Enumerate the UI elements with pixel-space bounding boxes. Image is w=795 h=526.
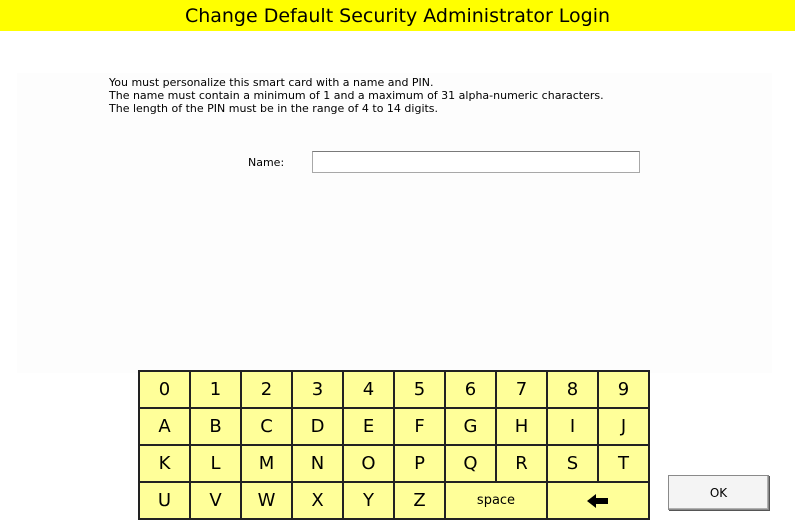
key-4[interactable]: 4 <box>344 372 393 407</box>
key-1[interactable]: 1 <box>191 372 240 407</box>
key-n[interactable]: N <box>293 446 342 481</box>
key-j[interactable]: J <box>599 409 648 444</box>
key-m[interactable]: M <box>242 446 291 481</box>
key-b[interactable]: B <box>191 409 240 444</box>
key-o[interactable]: O <box>344 446 393 481</box>
arrow-left-icon <box>587 494 609 508</box>
name-label: Name: <box>248 156 285 169</box>
key-k[interactable]: K <box>140 446 189 481</box>
space-key[interactable]: space <box>446 483 546 518</box>
title-bar <box>0 0 795 31</box>
ok-button-label: OK <box>709 485 728 500</box>
key-6[interactable]: 6 <box>446 372 495 407</box>
key-5[interactable]: 5 <box>395 372 444 407</box>
key-p[interactable]: P <box>395 446 444 481</box>
key-e[interactable]: E <box>344 409 393 444</box>
name-input[interactable] <box>312 151 640 173</box>
key-a[interactable]: A <box>140 409 189 444</box>
instructions-text <box>109 76 604 115</box>
ok-button[interactable] <box>668 475 769 510</box>
key-7[interactable]: 7 <box>497 372 546 407</box>
on-screen-keyboard <box>138 370 650 520</box>
key-w[interactable]: W <box>242 483 291 518</box>
instruction-line: You must personalize this smart card with a name and PIN. <box>109 76 434 89</box>
instruction-line: The name must contain a minimum of 1 and a maximum of 31 alpha-numeric characters. <box>109 89 604 102</box>
key-0[interactable]: 0 <box>140 372 189 407</box>
key-g[interactable]: G <box>446 409 495 444</box>
key-f[interactable]: F <box>395 409 444 444</box>
key-q[interactable]: Q <box>446 446 495 481</box>
key-2[interactable]: 2 <box>242 372 291 407</box>
key-i[interactable]: I <box>548 409 597 444</box>
key-y[interactable]: Y <box>344 483 393 518</box>
key-d[interactable]: D <box>293 409 342 444</box>
key-r[interactable]: R <box>497 446 546 481</box>
key-z[interactable]: Z <box>395 483 444 518</box>
key-u[interactable]: U <box>140 483 189 518</box>
key-x[interactable]: X <box>293 483 342 518</box>
key-v[interactable]: V <box>191 483 240 518</box>
key-h[interactable]: H <box>497 409 546 444</box>
key-9[interactable]: 9 <box>599 372 648 407</box>
page-title: Change Default Security Administrator Login <box>184 4 611 27</box>
key-3[interactable]: 3 <box>293 372 342 407</box>
key-c[interactable]: C <box>242 409 291 444</box>
key-t[interactable]: T <box>599 446 648 481</box>
key-8[interactable]: 8 <box>548 372 597 407</box>
content-panel <box>17 73 772 373</box>
backspace-key[interactable] <box>548 483 648 518</box>
key-l[interactable]: L <box>191 446 240 481</box>
instruction-line: The length of the PIN must be in the range of 4 to 14 digits. <box>109 102 439 115</box>
key-s[interactable]: S <box>548 446 597 481</box>
